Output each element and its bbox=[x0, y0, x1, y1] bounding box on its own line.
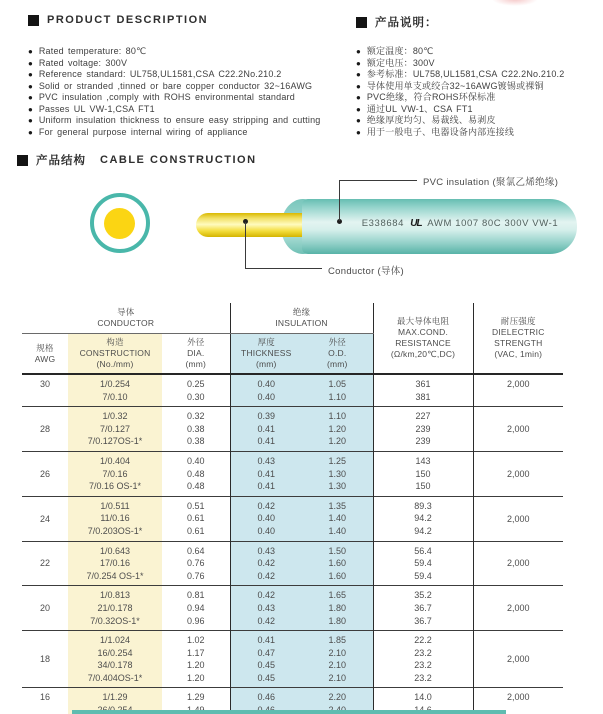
construction-line: 1/0.404 bbox=[99, 455, 131, 466]
sleeve-cert-number: E338684 bbox=[361, 218, 404, 229]
construction-line: 7/0.32OS-1* bbox=[90, 615, 140, 626]
od-line: 1.35 bbox=[328, 500, 347, 511]
dia-line: 0.51 bbox=[187, 500, 205, 511]
product-desc-list-zh bbox=[356, 46, 564, 138]
construction-line: 16/0.254 bbox=[97, 647, 133, 658]
dielectric-value: 2,000 bbox=[507, 379, 530, 389]
od-line: 1.25 bbox=[328, 455, 347, 466]
resistance-line: 59.4 bbox=[414, 570, 432, 581]
product-description-title-en: PRODUCT DESCRIPTION bbox=[47, 14, 209, 26]
resistance-line: 89.3 bbox=[414, 500, 432, 511]
dia-line: 0.94 bbox=[187, 602, 205, 613]
dia-line: 1.17 bbox=[187, 647, 205, 658]
dia-line: 0.38 bbox=[187, 423, 205, 434]
desc-item bbox=[28, 46, 320, 58]
thickness-values bbox=[230, 374, 302, 407]
thickness-values bbox=[230, 407, 302, 452]
desc-item-text: PVC绝缘，符合ROHS环保标准 bbox=[366, 92, 496, 102]
construction-line: 1/0.511 bbox=[100, 500, 130, 511]
dia-values bbox=[162, 451, 230, 496]
dia-values bbox=[162, 631, 230, 688]
construction-line: 7/0.127 bbox=[99, 423, 131, 434]
thickness-line: 0.42 bbox=[257, 570, 276, 581]
construction-line: 1/0.254 bbox=[99, 379, 131, 389]
thickness-line: 0.40 bbox=[257, 379, 276, 389]
construction-line: 1/1.024 bbox=[99, 635, 131, 646]
spec-row-awg-20 bbox=[22, 586, 563, 631]
thickness-line: 0.39 bbox=[257, 411, 276, 422]
od-values bbox=[302, 631, 373, 688]
construction-line: 7/0.404OS-1* bbox=[87, 672, 143, 683]
thickness-values bbox=[230, 496, 302, 541]
conductor-rod bbox=[196, 213, 308, 237]
dia-values bbox=[162, 374, 230, 407]
thickness-line: 0.43 bbox=[257, 455, 276, 466]
dielectric-value: 2,000 bbox=[507, 468, 530, 479]
desc-item-text: Rated temperature: 80℃ bbox=[38, 46, 147, 56]
awg-value: 26 bbox=[39, 468, 50, 479]
construction-line: 34/0.178 bbox=[97, 660, 133, 671]
od-line: 2.10 bbox=[328, 647, 347, 658]
desc-item bbox=[356, 81, 564, 93]
bullet-icon: ● bbox=[28, 116, 33, 125]
resistance-line: 239 bbox=[415, 436, 431, 447]
construction-column-header: 构造 CONSTRUCTION (No./mm) bbox=[68, 334, 162, 375]
bullet-icon: ● bbox=[28, 58, 33, 68]
thickness-line: 0.43 bbox=[257, 545, 276, 556]
spec-row-awg-18 bbox=[22, 631, 563, 688]
od-line: 1.85 bbox=[328, 635, 347, 646]
desc-item bbox=[28, 104, 320, 116]
dielectric-value: 2,000 bbox=[507, 424, 530, 435]
conductor-callout-line bbox=[245, 222, 246, 269]
dia-line: 0.96 bbox=[187, 615, 205, 626]
thickness-line: 0.41 bbox=[257, 436, 276, 447]
awg-value: 16 bbox=[39, 692, 50, 703]
dia-column-header: 外径 DIA. (mm) bbox=[162, 334, 230, 375]
od-line: 1.30 bbox=[328, 468, 347, 479]
od-line: 1.20 bbox=[328, 423, 347, 434]
resistance-values bbox=[373, 451, 473, 496]
desc-item-text: 额定温度：80℃ bbox=[366, 46, 434, 56]
bullet-icon: ● bbox=[28, 127, 33, 137]
od-values bbox=[302, 407, 373, 452]
desc-item bbox=[28, 115, 320, 127]
awg-value: 30 bbox=[39, 379, 50, 389]
dia-line: 0.30 bbox=[187, 391, 205, 402]
thickness-line: 0.47 bbox=[257, 647, 276, 658]
bullet-icon: ● bbox=[356, 70, 361, 79]
desc-item-text: 额定电压：300V bbox=[366, 57, 435, 68]
dia-line: 1.29 bbox=[187, 692, 205, 703]
construction-values bbox=[68, 631, 162, 688]
resistance-line: 23.2 bbox=[414, 647, 432, 658]
od-line: 1.30 bbox=[328, 481, 347, 492]
dielectric-value: 2,000 bbox=[507, 558, 530, 569]
conductor-callout-label: Conductor (导体) bbox=[328, 266, 404, 277]
insulation-callout-line bbox=[339, 180, 417, 181]
construction-line: 21/0.178 bbox=[97, 602, 133, 613]
thickness-values bbox=[230, 541, 302, 586]
desc-item bbox=[356, 104, 564, 116]
dia-line: 0.61 bbox=[187, 513, 205, 524]
desc-item-text: 绝缘厚度均匀、易裁线、易剥皮 bbox=[366, 115, 496, 125]
conductor-callout-line bbox=[245, 268, 322, 269]
bullet-icon: ● bbox=[356, 58, 361, 68]
dia-line: 1.20 bbox=[187, 660, 205, 671]
thickness-line: 0.41 bbox=[257, 423, 276, 434]
bullet-icon: ● bbox=[28, 81, 33, 91]
ul-logo-icon: UL bbox=[410, 218, 422, 229]
dielectric-value: 2,000 bbox=[507, 654, 530, 665]
awg-value: 22 bbox=[39, 558, 50, 569]
resistance-line: 381 bbox=[415, 391, 431, 402]
desc-item bbox=[356, 115, 564, 127]
desc-item bbox=[28, 58, 320, 70]
resistance-values bbox=[373, 541, 473, 586]
od-line: 1.20 bbox=[328, 436, 347, 447]
table-bottom-accent-bar bbox=[72, 710, 506, 714]
desc-item-text: 参考标准：UL758,UL1581,CSA C22.2No.210.2 bbox=[366, 69, 565, 79]
resistance-values bbox=[373, 631, 473, 688]
construction-line: 1/0.32 bbox=[102, 411, 128, 422]
section-square-icon bbox=[17, 155, 28, 166]
resistance-line: 23.2 bbox=[414, 660, 432, 671]
red-stamp-artifact bbox=[492, 0, 538, 6]
od-line: 2.10 bbox=[328, 672, 347, 683]
resistance-line: 23.2 bbox=[414, 672, 432, 683]
construction-line: 1/0.813 bbox=[99, 590, 131, 601]
desc-item bbox=[356, 92, 564, 104]
thickness-line: 0.42 bbox=[257, 558, 276, 569]
thickness-line: 0.45 bbox=[257, 660, 276, 671]
construction-values bbox=[68, 451, 162, 496]
spec-row-awg-28 bbox=[22, 407, 563, 452]
bullet-icon: ● bbox=[356, 104, 361, 114]
desc-item-text: Uniform insulation thickness to ensure easy stripping and cutting bbox=[38, 115, 321, 125]
resistance-line: 22.2 bbox=[414, 635, 432, 646]
od-values bbox=[302, 496, 373, 541]
dia-values bbox=[162, 407, 230, 452]
spec-table bbox=[22, 303, 563, 714]
thickness-line: 0.42 bbox=[257, 500, 276, 511]
resistance-line: 150 bbox=[415, 481, 431, 492]
bullet-icon: ● bbox=[356, 93, 361, 102]
dia-values bbox=[162, 496, 230, 541]
spec-row-awg-24 bbox=[22, 496, 563, 541]
desc-item-text: Solid or stranded ,tinned or bare copper conductor 32~16AWG bbox=[38, 80, 313, 91]
construction-line: 7/0.16 OS-1* bbox=[88, 481, 142, 492]
dia-line: 0.76 bbox=[187, 570, 205, 581]
awg-value: 20 bbox=[39, 603, 50, 614]
od-line: 1.60 bbox=[328, 570, 347, 581]
resistance-line: 239 bbox=[415, 423, 431, 434]
resistance-line: 227 bbox=[415, 411, 431, 422]
insulation-callout-line bbox=[339, 180, 340, 221]
desc-item bbox=[356, 46, 564, 58]
thickness-values bbox=[230, 631, 302, 688]
od-line: 2.20 bbox=[328, 692, 347, 703]
bullet-icon: ● bbox=[28, 47, 33, 56]
cable-construction-header bbox=[17, 152, 257, 168]
dia-line: 0.25 bbox=[187, 379, 205, 389]
bullet-icon: ● bbox=[356, 81, 361, 91]
od-values bbox=[302, 451, 373, 496]
insulation-callout-label: PVC insulation (聚氯乙烯绝缘) bbox=[423, 177, 559, 188]
od-line: 1.50 bbox=[328, 545, 347, 556]
bullet-icon: ● bbox=[28, 93, 33, 102]
construction-values bbox=[68, 541, 162, 586]
dia-line: 0.61 bbox=[187, 525, 205, 536]
dia-line: 1.02 bbox=[187, 635, 205, 646]
construction-line: 7/0.10 bbox=[102, 391, 128, 402]
desc-item bbox=[28, 69, 320, 81]
product-description-header-zh bbox=[356, 14, 438, 30]
desc-item bbox=[28, 81, 320, 93]
dia-line: 1.20 bbox=[187, 672, 205, 683]
awg-value: 28 bbox=[39, 424, 50, 435]
resistance-line: 14.0 bbox=[414, 692, 432, 703]
od-column-header: 外径 O.D. (mm) bbox=[302, 334, 373, 375]
dielectric-column-header: 耐压强度 DIELECTRIC STRENGTH (VAC, 1min) bbox=[473, 303, 563, 374]
od-line: 1.65 bbox=[328, 590, 347, 601]
thickness-line: 0.41 bbox=[257, 635, 276, 646]
resistance-values bbox=[373, 496, 473, 541]
desc-item bbox=[28, 92, 320, 104]
product-desc-list-en bbox=[28, 46, 320, 138]
sleeve-print-text bbox=[340, 218, 580, 229]
od-line: 1.40 bbox=[328, 525, 347, 536]
construction-line: 1/1.29 bbox=[102, 692, 128, 703]
bullet-icon: ● bbox=[356, 127, 361, 137]
construction-values bbox=[68, 496, 162, 541]
cable-construction-title-en: CABLE CONSTRUCTION bbox=[100, 154, 257, 166]
resistance-line: 59.4 bbox=[414, 558, 432, 569]
construction-line: 11/0.16 bbox=[100, 513, 130, 524]
resistance-values bbox=[373, 407, 473, 452]
thickness-line: 0.41 bbox=[257, 481, 276, 492]
bullet-icon: ● bbox=[28, 70, 33, 79]
dielectric-value: 2,000 bbox=[507, 513, 530, 524]
resistance-line: 150 bbox=[415, 468, 431, 479]
dia-line: 0.40 bbox=[187, 455, 205, 466]
od-values bbox=[302, 374, 373, 407]
insulation-group-header: 绝缘 INSULATION bbox=[230, 303, 373, 334]
thickness-line: 0.41 bbox=[257, 468, 276, 479]
desc-item-text: Passes UL VW-1,CSA FT1 bbox=[38, 103, 155, 114]
desc-item-text: 用于一般电子、电器设备内部连接线 bbox=[366, 126, 515, 137]
resistance-line: 35.2 bbox=[414, 590, 432, 601]
resistance-line: 36.7 bbox=[414, 602, 432, 613]
desc-item-text: PVC insulation ,comply with ROHS environmental standard bbox=[38, 92, 295, 102]
section-square-icon bbox=[28, 15, 39, 26]
desc-item-text: 通过UL VW-1、CSA FT1 bbox=[366, 103, 473, 114]
resistance-line: 143 bbox=[415, 455, 431, 466]
dia-line: 0.38 bbox=[187, 436, 205, 447]
bullet-icon: ● bbox=[356, 116, 361, 125]
dielectric-value: 2,000 bbox=[507, 603, 530, 614]
dia-line: 0.32 bbox=[187, 411, 205, 422]
construction-line: 17/0.16 bbox=[99, 558, 131, 569]
od-line: 1.10 bbox=[328, 411, 347, 422]
thickness-line: 0.42 bbox=[257, 590, 276, 601]
construction-line: 7/0.16 bbox=[102, 468, 128, 479]
od-line: 1.10 bbox=[328, 391, 347, 402]
construction-line: 7/0.254 OS-1* bbox=[86, 570, 144, 581]
desc-item bbox=[356, 58, 564, 70]
thickness-line: 0.42 bbox=[257, 615, 276, 626]
desc-item-text: Reference standard: UL758,UL1581,CSA C22.2No.210.2 bbox=[38, 69, 282, 79]
od-line: 1.40 bbox=[328, 513, 347, 524]
table-group-header-row bbox=[22, 303, 563, 334]
construction-values bbox=[68, 586, 162, 631]
dia-values bbox=[162, 541, 230, 586]
spec-table-body bbox=[22, 374, 563, 714]
thickness-line: 0.46 bbox=[257, 692, 276, 703]
dia-line: 0.64 bbox=[187, 545, 205, 556]
desc-item bbox=[28, 127, 320, 139]
resistance-line: 56.4 bbox=[414, 545, 432, 556]
thickness-values bbox=[230, 451, 302, 496]
thickness-column-header: 厚度 THICKNESS (mm) bbox=[230, 334, 302, 375]
thickness-line: 0.40 bbox=[257, 391, 276, 402]
awg-value: 24 bbox=[39, 513, 50, 524]
section-square-icon bbox=[356, 17, 367, 28]
construction-line: 1/0.643 bbox=[99, 545, 131, 556]
resistance-line: 94.2 bbox=[414, 525, 432, 536]
desc-item bbox=[356, 69, 564, 81]
cable-cross-section-conductor bbox=[104, 208, 135, 239]
product-description-title-zh: 产品说明： bbox=[375, 17, 438, 29]
resistance-line: 94.2 bbox=[414, 513, 432, 524]
awg-column-header: 规格 AWG bbox=[22, 334, 68, 375]
bullet-icon: ● bbox=[356, 47, 361, 56]
resistance-column-header: 最大导体电阻 MAX.COND. RESISTANCE (Ω/km,20℃,DC) bbox=[373, 303, 473, 374]
product-description-header bbox=[28, 14, 208, 26]
thickness-line: 0.40 bbox=[257, 513, 276, 524]
bullet-icon: ● bbox=[28, 104, 33, 114]
dia-line: 0.48 bbox=[187, 481, 205, 492]
awg-value: 18 bbox=[39, 654, 50, 665]
resistance-line: 36.7 bbox=[414, 615, 432, 626]
desc-item bbox=[356, 127, 564, 139]
dia-line: 0.76 bbox=[187, 558, 205, 569]
spec-row-awg-22 bbox=[22, 541, 563, 586]
spec-row-awg-26 bbox=[22, 451, 563, 496]
dia-line: 0.81 bbox=[187, 590, 205, 601]
construction-line: 7/0.203OS-1* bbox=[87, 525, 143, 536]
dia-values bbox=[162, 586, 230, 631]
od-line: 2.10 bbox=[328, 660, 347, 671]
od-line: 1.60 bbox=[328, 558, 347, 569]
thickness-values bbox=[230, 586, 302, 631]
od-line: 1.80 bbox=[328, 615, 347, 626]
desc-item-text: 导体使用单支或绞合32~16AWG镀锡或裸铜 bbox=[366, 80, 544, 91]
od-line: 1.05 bbox=[328, 379, 347, 389]
dia-line: 0.48 bbox=[187, 468, 205, 479]
cable-construction-title-zh: 产品结构 bbox=[36, 155, 86, 167]
spec-row-awg-30 bbox=[22, 374, 563, 407]
construction-values bbox=[68, 374, 162, 407]
resistance-values bbox=[373, 586, 473, 631]
construction-line: 7/0.127OS-1* bbox=[87, 436, 143, 447]
desc-item-text: Rated voltage: 300V bbox=[38, 57, 128, 68]
resistance-values bbox=[373, 374, 473, 407]
dielectric-value: 2,000 bbox=[507, 692, 530, 703]
thickness-line: 0.43 bbox=[257, 602, 276, 613]
thickness-line: 0.40 bbox=[257, 525, 276, 536]
desc-item-text: For general purpose internal wiring of appliance bbox=[38, 126, 248, 137]
od-values bbox=[302, 541, 373, 586]
sleeve-spec-text: AWM 1007 80C 300V VW-1 bbox=[427, 218, 559, 229]
od-values bbox=[302, 586, 373, 631]
thickness-line: 0.45 bbox=[257, 672, 276, 683]
resistance-line: 361 bbox=[415, 379, 431, 389]
od-line: 1.80 bbox=[328, 602, 347, 613]
construction-values bbox=[68, 407, 162, 452]
conductor-group-header: 导体 CONDUCTOR bbox=[22, 303, 230, 334]
